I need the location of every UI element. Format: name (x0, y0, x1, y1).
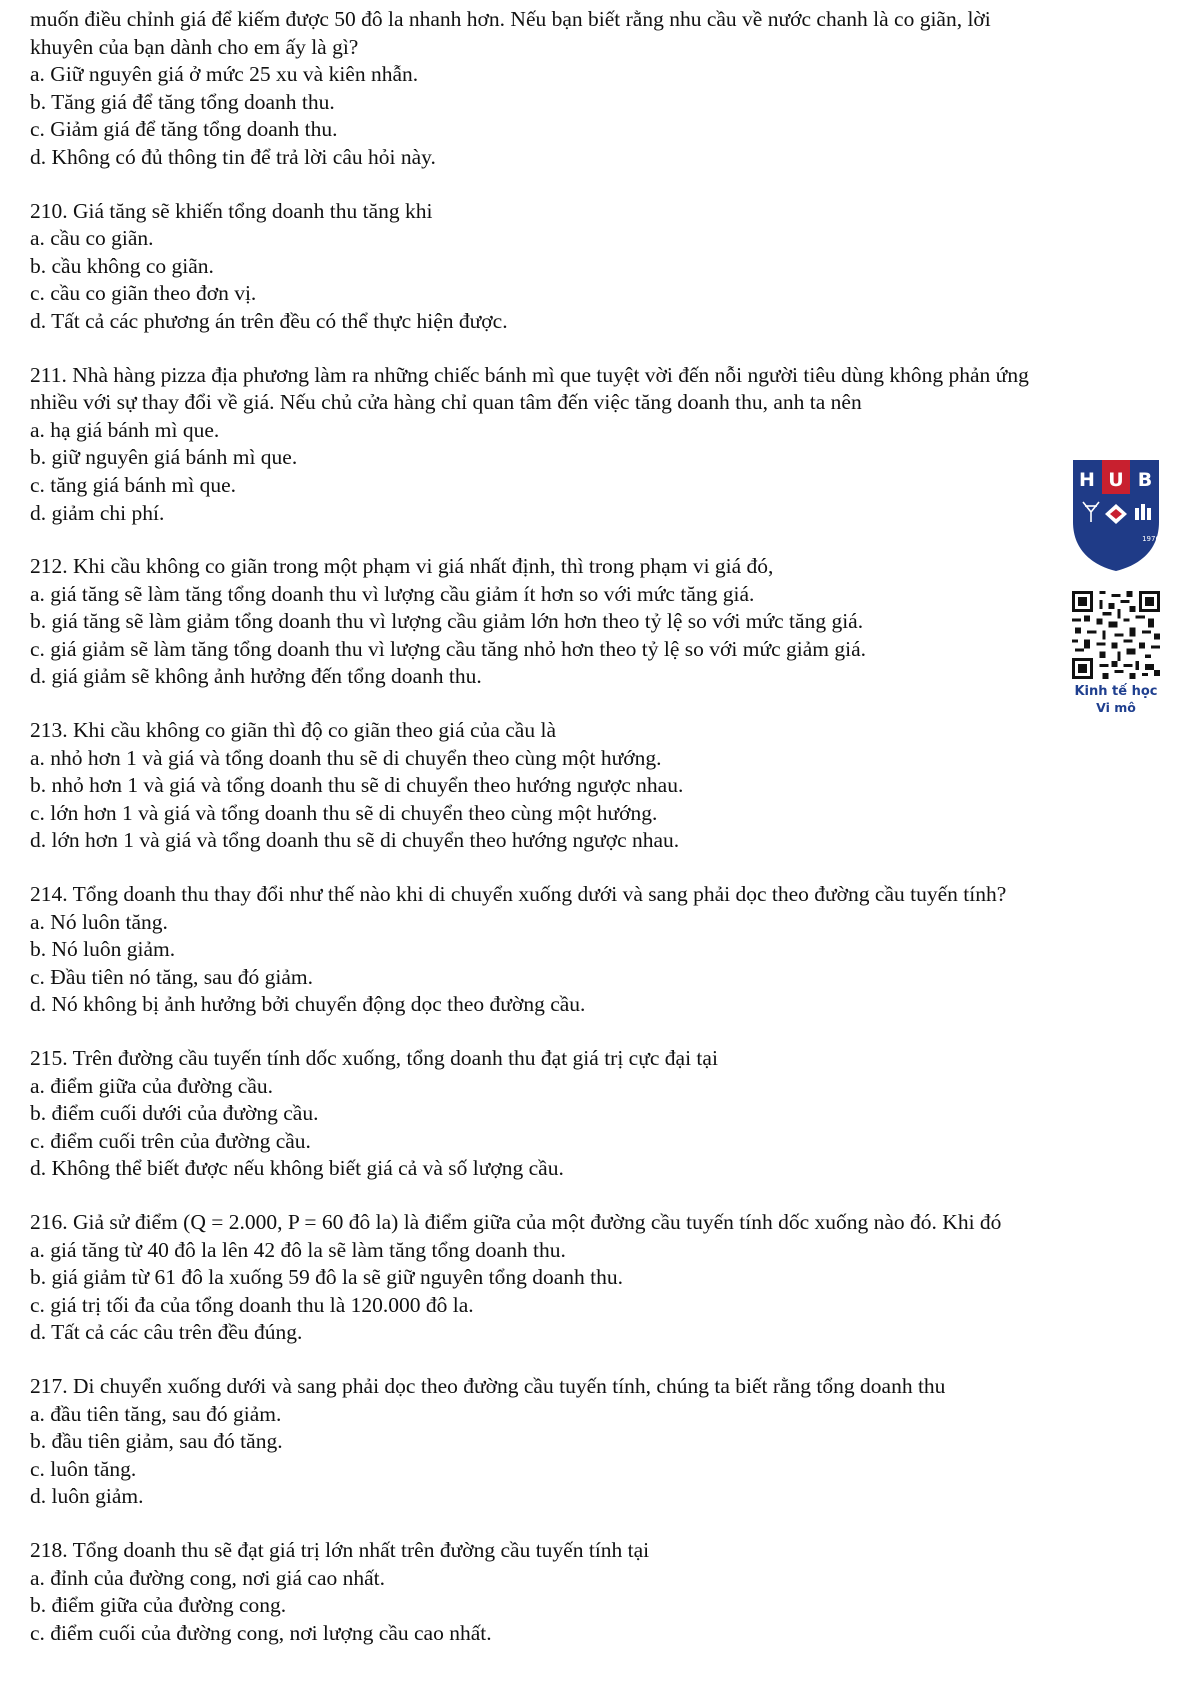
question-stem-line: muốn điều chỉnh giá để kiếm được 50 đô la nhanh hơn. Nếu bạn biết rằng nhu cầu về nước chanh là co giãn, lời (30, 7, 991, 31)
question-215 (30, 1045, 1180, 1183)
answer-option: c. cầu co giãn theo đơn vị. (30, 281, 257, 306)
question-214 (30, 881, 1180, 1019)
answer-option: b. Tăng giá để tăng tổng doanh thu. (30, 89, 335, 114)
question-stem: nhiều với sự thay đổi về giá. Nếu chủ cửa hàng chỉ quan tâm đến việc tăng doanh thu, anh ta nên (30, 390, 862, 415)
question-212 (30, 553, 1180, 691)
answer-option: a. nhỏ hơn 1 và giá và tổng doanh thu sẽ di chuyển theo cùng một hướng. (30, 745, 662, 770)
answer-option: c. giá giảm sẽ làm tăng tổng doanh thu vì lượng cầu tăng nhỏ hơn theo tỷ lệ so với mức giảm giá. (30, 636, 867, 661)
answer-option: b. nhỏ hơn 1 và giá và tổng doanh thu sẽ di chuyển theo hướng ngược nhau. (30, 773, 684, 798)
logo-letter-u: U (1108, 469, 1124, 491)
question-210 (30, 198, 1180, 336)
question-211 (30, 362, 1180, 528)
answer-option: b. giá tăng sẽ làm giảm tổng doanh thu vì lượng cầu giảm lớn hơn theo tỷ lệ so với mức tăng giá. (30, 609, 864, 634)
answer-option: d. Tất cả các phương án trên đều có thể thực hiện được. (30, 308, 508, 333)
answer-option: a. điểm giữa của đường cầu. (30, 1073, 274, 1098)
answer-option: d. giảm chi phí. (30, 500, 165, 525)
question-stem: 210. Giá tăng sẽ khiến tổng doanh thu tăng khi (30, 198, 433, 223)
question-stem: 214. Tổng doanh thu thay đổi như thế nào khi di chuyển xuống dưới và sang phải dọc theo đường cầu tuyến tính? (30, 882, 1007, 907)
answer-option: b. đầu tiên giảm, sau đó tăng. (30, 1429, 283, 1454)
answer-option: a. Giữ nguyên giá ở mức 25 xu và kiên nhẫn. (30, 62, 419, 87)
qr-code-icon (1072, 591, 1160, 679)
question-stem: 218. Tổng doanh thu sẽ đạt giá trị lớn nhất trên đường cầu tuyến tính tại (30, 1537, 650, 1562)
logo-letter-h: H (1079, 469, 1095, 491)
answer-option: d. luôn giảm. (30, 1484, 144, 1509)
answer-option: c. điểm cuối của đường cong, nơi lượng cầu cao nhất. (30, 1620, 492, 1645)
answer-option: c. giá trị tối đa của tổng doanh thu là 120.000 đô la. (30, 1292, 474, 1317)
question-stem-line: khuyên của bạn dành cho em ấy là gì? (30, 34, 359, 59)
answer-option: b. giữ nguyên giá bánh mì que. (30, 445, 298, 470)
answer-option: a. hạ giá bánh mì que. (30, 417, 220, 442)
answer-option: c. điểm cuối trên của đường cầu. (30, 1128, 311, 1153)
answer-option: b. giá giảm từ 61 đô la xuống 59 đô la sẽ giữ nguyên tổng doanh thu. (30, 1265, 623, 1290)
answer-option: a. đỉnh của đường cong, nơi giá cao nhất. (30, 1565, 386, 1590)
answer-option: a. giá tăng từ 40 đô la lên 42 đô la sẽ làm tăng tổng doanh thu. (30, 1237, 566, 1262)
answer-option: c. luôn tăng. (30, 1456, 137, 1481)
answer-option: d. Nó không bị ảnh hưởng bởi chuyển động dọc theo đường cầu. (30, 992, 586, 1017)
hub-logo-icon (1071, 458, 1161, 573)
question-218 (30, 1537, 1180, 1647)
course-badge (1063, 458, 1169, 715)
course-subtitle: Vi mô (1096, 700, 1136, 715)
question-213 (30, 717, 1180, 855)
question-stem: 216. Giả sử điểm (Q = 2.000, P = 60 đô la) là điểm giữa của một đường cầu tuyến tính dốc xuống nào đó. Khi đó (30, 1209, 1002, 1234)
answer-option: c. tăng giá bánh mì que. (30, 472, 236, 497)
question-216 (30, 1209, 1180, 1347)
logo-year: 1976 (1142, 535, 1160, 543)
answer-option: a. đầu tiên tăng, sau đó giảm. (30, 1401, 282, 1426)
answer-option: b. cầu không co giãn. (30, 253, 214, 278)
question-209-continued (30, 6, 1180, 172)
answer-option: b. điểm giữa của đường cong. (30, 1593, 287, 1618)
question-stem: 217. Di chuyển xuống dưới và sang phải dọc theo đường cầu tuyến tính, chúng ta biết rằng tổng doanh thu (30, 1373, 946, 1398)
answer-option: c. Đầu tiên nó tăng, sau đó giảm. (30, 964, 314, 989)
answer-option: a. giá tăng sẽ làm tăng tổng doanh thu vì lượng cầu giảm ít hơn so với mức tăng giá. (30, 581, 755, 606)
course-title: Kinh tế học (1074, 684, 1158, 699)
question-list (30, 6, 1180, 1647)
question-stem: 212. Khi cầu không co giãn trong một phạm vi giá nhất định, thì trong phạm vi giá đó, (30, 554, 774, 579)
answer-option: d. lớn hơn 1 và giá và tổng doanh thu sẽ di chuyển theo hướng ngược nhau. (30, 828, 680, 853)
answer-option: d. Không thể biết được nếu không biết giá cả và số lượng cầu. (30, 1156, 564, 1181)
question-stem: 211. Nhà hàng pizza địa phương làm ra những chiếc bánh mì que tuyệt vời đến nỗi người tiêu dùng không phản ứng (30, 362, 1029, 387)
answer-option: c. lớn hơn 1 và giá và tổng doanh thu sẽ di chuyển theo cùng một hướng. (30, 800, 658, 825)
answer-option: b. điểm cuối dưới của đường cầu. (30, 1101, 319, 1126)
answer-option: d. Tất cả các câu trên đều đúng. (30, 1320, 303, 1345)
answer-option: c. Giảm giá để tăng tổng doanh thu. (30, 117, 338, 142)
answer-option: d. Không có đủ thông tin để trả lời câu hỏi này. (30, 144, 436, 169)
question-stem: 215. Trên đường cầu tuyến tính dốc xuống, tổng doanh thu đạt giá trị cực đại tại (30, 1046, 718, 1070)
question-stem: 213. Khi cầu không co giãn thì độ co giãn theo giá của cầu là (30, 718, 556, 743)
answer-option: a. cầu co giãn. (30, 226, 154, 251)
answer-option: b. Nó luôn giảm. (30, 937, 176, 962)
answer-option: d. giá giảm sẽ không ảnh hưởng đến tổng doanh thu. (30, 664, 482, 689)
answer-option: a. Nó luôn tăng. (30, 909, 168, 934)
logo-letter-b: B (1137, 469, 1153, 491)
question-217 (30, 1373, 1180, 1511)
